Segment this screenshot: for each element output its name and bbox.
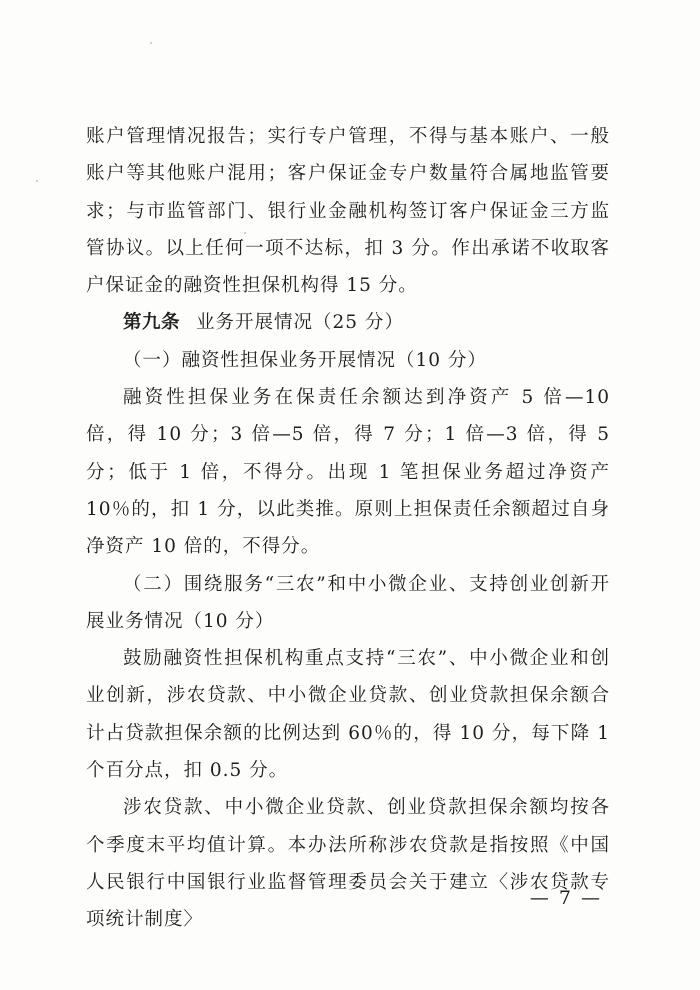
paragraph-agri-sme-support: 鼓励融资性担保机构重点支持“三农”、中小微企业和创业创新，涉农贷款、中小微企业贷款、创业贷款担保余额合计占贷款担保余额的比例达到 60％的，得 10 分，每下降 1 个百分点，扣 0.5 分。 (86, 648, 610, 782)
paragraph-balance-calculation: 涉农贷款、中小微企业贷款、创业贷款担保余额均按各个季度末平均值计算。本办法所称涉农贷款是指按照《中国人民银行中国银行业监督管理委员会关于建立〈涉农贷款专项统计制度〉 (86, 797, 610, 931)
section-1-heading: （一）融资性担保业务开展情况（10 分） (123, 349, 487, 371)
scan-speck (36, 180, 38, 182)
section-2-heading: （二）围绕服务“三农”和中小微企业、支持创业创新开展业务情况（10 分） (86, 573, 610, 632)
article-9-heading (86, 304, 610, 341)
article-label: 第九条 (123, 312, 181, 334)
scan-speck (150, 42, 152, 44)
paragraph-guarantee-balance: 融资性担保业务在保责任余额达到净资产 5 倍—10 倍，得 10 分；3 倍—5 倍，得 7 分；1 倍—3 倍，得 5 分；低于 1 倍，不得分。出现 1 笔担保业务超过净资产 10％的，扣 1 分，以此类推。原则上担保责任余额超过自身净资产 10 倍的，不得分。 (86, 387, 610, 558)
paragraph-account-management: 账户管理情况报告；实行专户管理，不得与基本账户、一般账户等其他账户混用；客户保证金专户数量符合属地监管要求；与市监管部门、银行业金融机构签订客户保证金三方监管协议。以上任何一项不达标，扣 3 分。作出承诺不收取客户保证金的融资性担保机构得 15 分。 (86, 126, 610, 297)
article-title: 业务开展情况（25 分） (196, 312, 404, 334)
body-text (86, 118, 610, 939)
page-number: — 7 — (529, 887, 602, 909)
